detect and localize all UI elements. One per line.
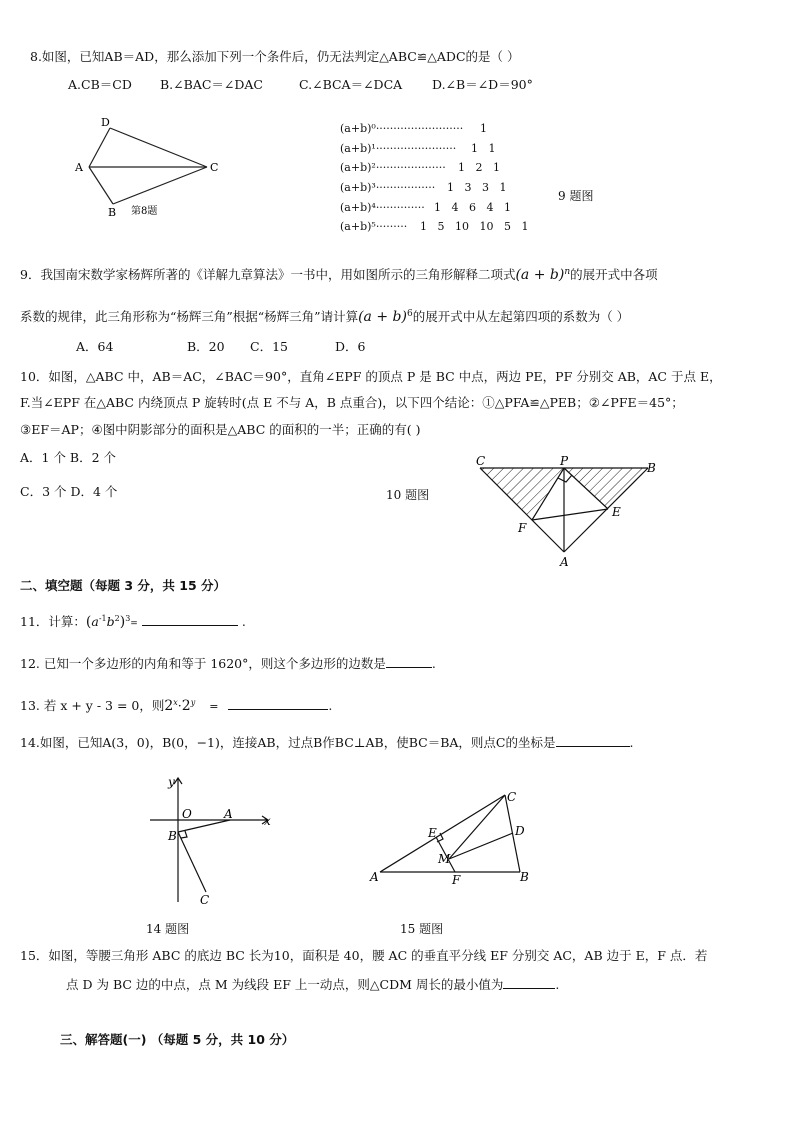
q8-fig-caption: 第8题 — [131, 206, 158, 217]
yanghui-row-label: (a+b)⁵ — [340, 220, 376, 233]
q11-tail: . — [241, 614, 246, 630]
q9-line2 — [20, 307, 629, 324]
q11-prefix: 11．计算： — [20, 614, 86, 630]
q11-base-b: b — [106, 614, 115, 630]
q9-expr-n: (a + b) — [515, 267, 565, 284]
q10-options-row2: C．3 个 D．4 个 — [20, 484, 118, 499]
q10-label-e: E — [612, 505, 621, 519]
q8-option-c: C.∠BCA＝∠DCA — [299, 77, 403, 92]
q8-stem: 8.如图，已知AB＝AD，那么添加下列一个条件后，仍无法判定△ABC≌△ADC的是（ ） — [30, 49, 520, 64]
q13-exp-y: y — [190, 698, 196, 707]
yanghui-row-label: (a+b)³ — [340, 181, 376, 194]
q9-line1 — [20, 265, 658, 282]
yanghui-row-5 — [340, 220, 407, 233]
q13-base-1: 2 — [164, 698, 174, 715]
q13 — [20, 696, 332, 714]
q15-line2-text: 点 D 为 BC 边的中点，点 M 为线段 EF 上一动点，则△CDM 周长的最小值为 — [66, 977, 504, 992]
q14-figure — [140, 772, 280, 912]
q10-line2: F.当∠EPF 在△ABC 内绕顶点 P 旋转时(点 E 不与 A，B 点重合)，以下四个结论：①△PFA≌△PEB；②∠PFE＝45°； — [20, 395, 684, 410]
q14-label-y: y — [168, 775, 175, 789]
q13-prefix: 13. 若 x + y - 3 = 0，则 — [20, 698, 165, 714]
q10-line3: ③EF＝AP；④图中阴影部分的面积是△ABC 的面积的一半；正确的有( ) — [20, 422, 421, 437]
q15-label-b: B — [520, 870, 529, 884]
q8-label-d: D — [101, 116, 110, 129]
yanghui-row-2 — [340, 161, 446, 174]
q9-option-d: D．6 — [335, 339, 366, 354]
q8-label-a: A — [75, 161, 83, 174]
q15-figure — [368, 785, 543, 895]
yanghui-row-dots: ······················· — [375, 142, 457, 155]
q14-label-b: B — [168, 829, 177, 843]
yanghui-row-3 — [340, 181, 435, 194]
q14-label-a: A — [224, 807, 233, 821]
q8-label-b: B — [108, 206, 117, 219]
q15-label-f: F — [452, 873, 461, 887]
q12 — [20, 655, 436, 671]
q14-tail: . — [629, 735, 634, 750]
q11: 11．计算：$(a^{-1}b^2)^3=$ . — [20, 614, 246, 631]
q12-answer-blank[interactable] — [386, 655, 432, 668]
q11-exp-a: -1 — [98, 614, 107, 623]
q10-options-row1: A．1 个 B．2 个 — [20, 450, 117, 465]
yanghui-row-label: (a+b)⁰ — [340, 122, 376, 135]
q9-expr-6: (a + b) — [358, 309, 407, 326]
q9-option-a: A．64 — [76, 339, 114, 354]
q10-label-c: C — [476, 454, 486, 468]
yanghui-coeffs-1: 1 1 — [471, 142, 496, 155]
q11-exp-b: 2 — [114, 614, 120, 623]
q15-label-m: M — [438, 852, 451, 866]
q10-label-a: A — [560, 555, 569, 569]
q10-fig-caption: 10 题图 — [386, 488, 430, 502]
q10-label-f: F — [518, 521, 527, 535]
q11-equals: = — [130, 619, 138, 630]
yanghui-coeffs-3: 1 3 3 1 — [447, 181, 507, 194]
q14-label-c: C — [200, 893, 210, 907]
q9-line1-b: 的展开式中各项 — [570, 267, 658, 283]
q9-exp-n: n — [564, 267, 571, 277]
q9-line1-a: 9．我国南宋数学家杨辉所著的《详解九章算法》一书中，用如图所示的三角形解释二项式 — [20, 267, 516, 283]
yanghui-row-dots: ·············· — [375, 201, 425, 214]
yanghui-row-dots: ········· — [375, 220, 408, 233]
q11-outer-exp: 3 — [125, 614, 131, 623]
q8-option-a: A.CB＝CD — [68, 77, 132, 92]
q13-equals: = — [209, 700, 219, 714]
q9-exp-6: 6 — [406, 309, 413, 319]
q10-line1: 10．如图，△ABC 中，AB＝AC，∠BAC＝90°，直角∠EPF 的顶点 P 是 BC 中点，两边 PE，PF 分别交 AB，AC 于点 E， — [20, 369, 722, 384]
q14-label-o: O — [182, 807, 192, 821]
q8-option-b: B.∠BAC＝∠DAC — [160, 77, 263, 92]
q9-option-c: C．15 — [250, 339, 288, 354]
q13-dot: · — [177, 698, 182, 714]
q9-line2-b: 的展开式中从左起第四项的系数为（ ） — [412, 309, 630, 325]
q14-caption: 14 题图 — [146, 922, 190, 936]
q13-exp-x: x — [173, 698, 178, 707]
q15-label-e: E — [428, 826, 437, 840]
yanghui-row-label: (a+b)⁴ — [340, 201, 376, 214]
yanghui-row-label: (a+b)¹ — [340, 142, 376, 155]
yanghui-row-1 — [340, 142, 456, 155]
q14-answer-blank[interactable] — [556, 734, 630, 747]
yanghui-row-label: (a+b)² — [340, 161, 376, 174]
q11-base-a: a — [91, 614, 99, 630]
q9-option-b: B．20 — [187, 339, 225, 354]
q14-text: 14.如图，已知A(3，0)，B(0，−1)，连接AB，过点B作BC⊥AB，使BC＝BA，则点C的坐标是 — [20, 735, 556, 750]
q9-line2-a: 系数的规律，此三角形称为“杨辉三角”根据“杨辉三角”请计算 — [20, 309, 359, 325]
yanghui-row-4 — [340, 201, 425, 214]
q8-option-d: D.∠B＝∠D＝90° — [432, 77, 533, 92]
yanghui-row-dots: ···················· — [375, 161, 446, 174]
q15-line2 — [66, 976, 559, 992]
q15-label-a: A — [370, 870, 379, 884]
section-2-heading: 二、填空题（每题 3 分，共 15 分） — [20, 578, 227, 593]
q10-label-b: B — [647, 461, 656, 475]
yanghui-coeffs-5: 1 5 10 10 5 1 — [420, 220, 529, 233]
q10-figure — [470, 452, 670, 572]
q10-label-p: P — [560, 454, 569, 468]
q14 — [20, 734, 633, 750]
yanghui-coeffs-0: 1 — [480, 122, 487, 135]
q13-tail: . — [328, 698, 333, 714]
yanghui-row-0 — [340, 122, 463, 135]
yanghui-row-dots: ················· — [375, 181, 436, 194]
q15-line1: 15．如图，等腰三角形 ABC 的底边 BC 长为10，面积是 40，腰 AC 的垂直平分线 EF 分别交 AC，AB 边于 E，F 点．若 — [20, 948, 708, 963]
section-3-heading: 三、解答题(一) （每题 5 分，共 10 分） — [60, 1032, 295, 1047]
yanghui-coeffs-4: 1 4 6 4 1 — [434, 201, 511, 214]
q11-answer-blank[interactable] — [142, 613, 238, 626]
q15-label-c: C — [507, 790, 517, 804]
yanghui-caption: 9 题图 — [558, 189, 594, 203]
q14-label-x: x — [264, 814, 271, 828]
q8-figure — [65, 112, 235, 222]
q12-text: 12. 已知一个多边形的内角和等于 1620°，则这个多边形的边数是 — [20, 656, 386, 671]
q15-label-d: D — [515, 824, 525, 838]
q13-answer-blank[interactable] — [228, 697, 328, 710]
q13-base-2: 2 — [181, 698, 191, 715]
q15-tail: . — [555, 977, 560, 992]
q12-tail: . — [431, 656, 436, 671]
q15-caption: 15 题图 — [400, 922, 444, 936]
q8-label-c: C — [210, 161, 219, 174]
yanghui-row-dots: ························· — [375, 122, 464, 135]
yanghui-coeffs-2: 1 2 1 — [458, 161, 500, 174]
q15-answer-blank[interactable] — [503, 976, 555, 989]
